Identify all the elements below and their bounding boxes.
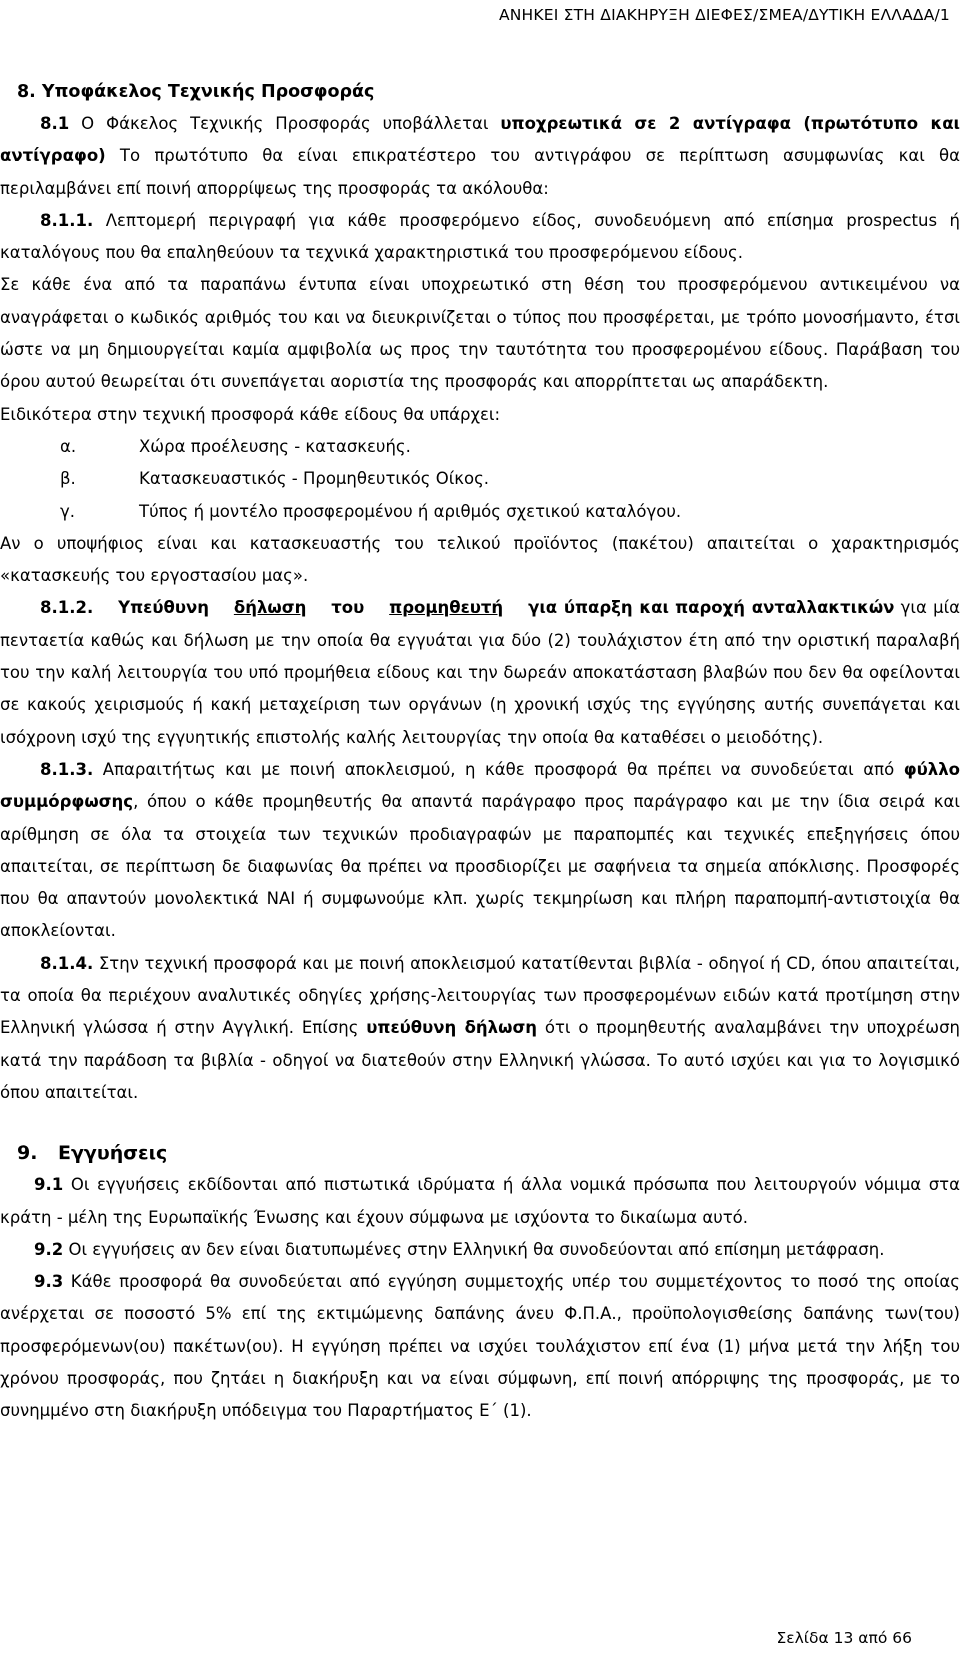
list-item [0, 463, 960, 495]
section-9-title [0, 1137, 960, 1169]
bold-text: παροχή ανταλλακτικών [675, 598, 895, 618]
bold-underlined-text: προμηθευτή [389, 598, 504, 618]
paragraph-number: 9.2 [34, 1239, 64, 1259]
paragraph-text: ότι ο προμηθευτής αναλαμβάνει την υποχρέωση κατά την παράδοση τα βιβλία - οδηγοί να διατεθούν στην Ελληνική γλώσσα. Το αυτό ισχύει και για το λογισμικό όπου απαιτείται. [0, 1018, 960, 1102]
list-text: Τύπος ή μοντέλο προσφερομένου ή αριθμός σχετικού καταλόγου. [139, 501, 682, 521]
paragraph-number: 8.1.1. [40, 210, 94, 230]
paragraph-number: 8.1.3. [40, 759, 94, 779]
paragraph-text: Οι εγγυήσεις εκδίδονται από πιστωτικά ιδρύματα ή άλλα νομικά πρόσωπα που λειτουργούν νόμιμα στα κράτη - μέλη της Ευρωπαϊκής Ένωσης και έχουν σύμφωνα με ισχύοντα το δικαίωμα αυτό. [0, 1175, 960, 1227]
list-marker: α. [60, 436, 77, 456]
page-footer: Σελίδα 13 από 66 [776, 1629, 912, 1647]
paragraph-text: Κάθε προσφορά θα συνοδεύεται από εγγύηση συμμετοχής υπέρ του συμμετέχοντος το ποσό της οποίας ανέρχεται σε ποσοστό 5% επί της εκτιμώμενης δαπάνης άνευ Φ.Π.Α., προϋπολογισθείσης δαπάνης των(του) προσφερόμενων(ου) πακέτων(ου). Η εγγύηση πρέπει να ισχύει τουλάχιστον επί ένα (1) μήνα μετά την λήξη του χρόνου προσφοράς, που ζητάει η διακήρυξη και να είναι σύμφωνη, επί ποινή απόρριψης της προσφοράς, με το συνημμένο στη διακήρυξη υπόδειγμα του Παραρτήματος Ε΄ (1). [0, 1272, 960, 1421]
paragraph-text: , όπου ο κάθε προμηθευτής θα απαντά παράγραφο προς παράγραφο και με την ίδια σειρά και αρίθμηση σε όλα τα στοιχεία των τεχνικών προδιαγραφών με παραπομπές και τεχνικές επεξηγήσεις όπου απαιτείται, σε περίπτωση δε διαφωνίας θα πρέπει να προσδιορίζει με σαφήνεια τα σημεία απόκλισης. Προσφορές που θα απαντούν μονολεκτικά ΝΑΙ ή συμφωνούμε κλπ. χωρίς τεκμηρίωση και πλήρη παραπομπή-αντιστοιχία θα αποκλείονται. [0, 792, 960, 941]
list-item [0, 431, 960, 463]
paragraph-9-3 [0, 1266, 960, 1427]
page-header: ΑΝΗΚΕΙ ΣΤΗ ΔΙΑΚΗΡΥΞΗ ΔΙΕΦΕΣ/ΣΜΕΑ/ΔΥΤΙΚΗ ΕΛΛΑΔΑ/1 [498, 6, 950, 24]
list-item [0, 496, 960, 528]
bold-text: του [331, 598, 365, 618]
list-marker: β. [60, 469, 76, 489]
paragraph-8-1 [0, 108, 960, 205]
paragraph-specific: Ειδικότερα στην τεχνική προσφορά κάθε είδους θα υπάρχει: [0, 404, 501, 424]
list-marker: γ. [60, 501, 76, 521]
section-number: 9. [17, 1142, 38, 1165]
paragraph-number: 8.1.4. [40, 953, 94, 973]
bold-text: υποχρεωτικά σε 2 αντίγραφα (πρωτότυπο και αντίγραφο) [0, 114, 960, 166]
paragraph-8-1-2 [0, 592, 960, 753]
paragraph-text: Το πρωτότυπο θα είναι επικρατέστερο του αντιγράφου σε περίπτωση ασυμφωνίας και θα περιλαμβάνει επί ποινή απορρίψεως της προσφοράς τα ακόλουθα: [0, 146, 960, 198]
bold-text: φύλλο συμμόρφωσης [0, 759, 960, 812]
bold-text: υπεύθυνη δήλωση [366, 1018, 538, 1038]
paragraph-text: Οι εγγυήσεις αν δεν είναι διατυπωμένες στην Ελληνική θα συνοδεύονται από επίσημη μετάφραση. [63, 1239, 885, 1259]
paragraph-9-2 [0, 1234, 960, 1266]
paragraph-text: Ο Φάκελος Τεχνικής Προσφοράς υποβάλλεται [69, 114, 501, 133]
paragraph-number: 9.1 [34, 1175, 64, 1195]
paragraph-text: για μία πενταετία καθώς και δήλωση με την οποία θα εγγυάται για δύο (2) τουλάχιστον έτη από την οριστική παραλαβή του την καλή λειτουργία του υπό προμήθεια είδους και την δωρεάν αποκατάσταση βλαβών που δεν θα οφείλονται σε κακούς χειρισμούς ή κακή μεταχείριση των οργάνων (η χρονική ισχύς της εγγύησης αυτής συνεπάγεται και ισόχρονη ισχύ της εγγυητικής επιστολής καλής λειτουργίας την οποία θα καταθέσει ο μειοδότης). [0, 598, 960, 747]
paragraph-text: Απαραιτήτως και με ποινή αποκλεισμού, η κάθε προσφορά θα πρέπει να συνοδεύεται από [93, 759, 904, 779]
bold-text: για ύπαρξη και [528, 598, 669, 618]
paragraph-documents-note: Σε κάθε ένα από τα παραπάνω έντυπα είναι υποχρεωτικό στη θέση του προσφερόμενου αντικειμένου να αναγράφεται ο κωδικός αριθμός του και να διευκρινίζεται ο τύπος που προσφέρεται, με τρόπο μονοσήμαντο, έτσι ώστε να μη δημιουργείται καμία αμφιβολία ως προς την ταυτότητα του προσφερομένου είδους. Παράβαση του όρου αυτού θεωρείται ότι συνεπάγεται αοριστία της προσφοράς και απορρίπτεται ως απαράδεκτη. [0, 275, 960, 392]
paragraph-manufacturer: Αν ο υποψήφιος είναι και κατασκευαστής του τελικού προϊόντος (πακέτου) απαιτείται ο χαρακτηρισμός «κατασκευής του εργοστασίου μας». [0, 533, 960, 586]
paragraph-text: Λεπτομερή περιγραφή για κάθε προσφερόμενο είδος, συνοδευόμενη από επίσημα prospectus ή καταλόγους που θα επαληθεύουν τα τεχνικά χαρακτηριστικά του προσφερόμενου είδους. [0, 210, 960, 263]
paragraph-8-1-1 [0, 205, 960, 270]
section-title: Εγγυήσεις [58, 1142, 168, 1165]
list-text: Κατασκευαστικός - Προμηθευτικός Οίκος. [139, 469, 490, 489]
section-spacer [0, 1109, 960, 1137]
paragraph-8-1-4 [0, 948, 960, 1109]
section-8-title: 8. Υποφάκελος Τεχνικής Προσφοράς [17, 82, 375, 102]
list-text: Χώρα προέλευσης - κατασκευής. [139, 436, 411, 456]
paragraph-9-1 [0, 1169, 960, 1234]
document-body [0, 76, 960, 1428]
paragraph-8-1-3 [0, 754, 960, 948]
paragraph-text: Στην τεχνική προσφορά και με ποινή αποκλεισμού κατατίθενται βιβλία - οδηγοί ή CD, όπου απαιτείται, τα οποία θα περιέχουν αναλυτικές οδηγίες χρήσης-λειτουργίας των προσφερομένων ειδών κατά προτίμηση στην Ελληνική γλώσσα ή στην Αγγλική. Επίσης [0, 953, 960, 1038]
bold-underlined-text: δήλωση [233, 598, 307, 618]
paragraph-number: 8.1 [40, 114, 70, 133]
paragraph-number: 8.1.2. [40, 598, 94, 618]
bold-text: Υπεύθυνη [118, 598, 209, 618]
paragraph-number: 9.3 [34, 1272, 64, 1292]
